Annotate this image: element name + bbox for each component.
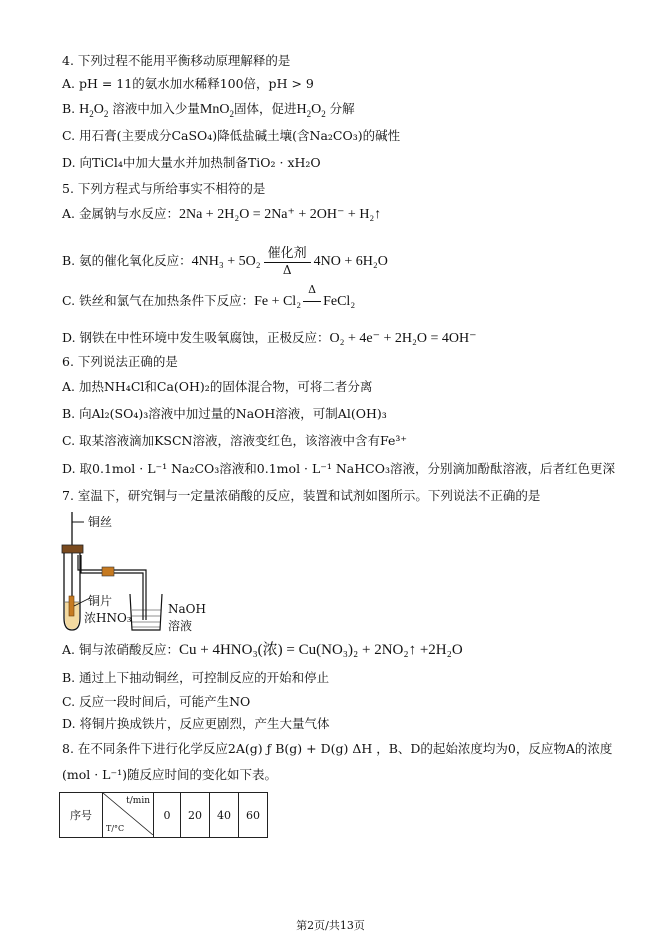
- label-acid: 浓HNO₃: [84, 611, 132, 625]
- time-20: 20: [181, 793, 210, 838]
- data-table: [59, 792, 268, 838]
- stopper: [62, 545, 83, 553]
- time-0: 0: [154, 793, 181, 838]
- rubber-joint: [102, 567, 114, 576]
- q7-stem: 7. 室温下，研究铜与一定量浓硝酸的反应，装置和试剂如图所示。下列说法不正确的是: [62, 488, 541, 503]
- q6-option-a: A. 加热NH₄Cl和Ca(OH)₂的固体混合物，可将二者分离: [62, 379, 373, 394]
- q5-option-c: C. 铁丝和氯气在加热条件下反应：Fe + Cl₂ Δ FeCl₂: [62, 283, 356, 309]
- q4-option-a: A. pH = 11的氨水加水稀释100倍，pH > 9: [62, 76, 314, 91]
- table-row: [60, 793, 268, 838]
- label-solution: 溶液: [168, 619, 193, 633]
- q4-option-b: B. $H_2O_2$ 溶液中加入少量MnO$_2$固体，促进$H_2O_2$ 分解: [62, 101, 355, 119]
- page-footer: 第2页/共13页: [296, 919, 365, 932]
- q6-option-d: D. 取0.1mol · L⁻¹ Na₂CO₃溶液和0.1mol · L⁻¹ NaHCO₃溶液，分别滴加酚酞溶液，后者红色更深: [62, 461, 615, 476]
- q7-option-b: B. 通过上下抽动铜丝，可控制反应的开始和停止: [62, 670, 330, 685]
- header-index: 序号: [60, 793, 103, 838]
- label-copper-sheet: 铜片: [88, 594, 113, 608]
- q6-stem: 6. 下列说法正确的是: [62, 354, 178, 369]
- q7-option-c: C. 反应一段时间后，可能产生NO: [62, 694, 251, 709]
- q5-option-a: A. 金属钠与水反应：2Na + 2H₂O = 2Na⁺ + 2OH⁻ + H₂↑: [62, 206, 382, 222]
- q4-stem: 4. 下列过程不能用平衡移动原理解释的是: [62, 53, 291, 68]
- copper-sheet: [69, 596, 74, 616]
- time-40: 40: [210, 793, 239, 838]
- header-time: t/min: [126, 796, 150, 806]
- heat-condition: Δ: [301, 293, 323, 309]
- q8-stem-cont: (mol · L⁻¹)随反应时间的变化如下表。: [62, 767, 277, 782]
- apparatus-figure: [58, 508, 218, 636]
- q4-option-c: C. 用石膏(主要成分CaSO₄)降低盐碱土壤(含Na₂CO₃)的碱性: [62, 128, 401, 143]
- catalyst-condition: $\frac{\text{催化剂}}{\Delta}$: [264, 246, 311, 277]
- q7-option-a: A. 铜与浓硝酸反应：Cu + 4HNO₃(浓) = Cu(NO₃)₂ + 2NO₂↑ +2H₂O: [62, 642, 463, 658]
- q7-option-d: D. 将铜片换成铁片，反应更剧烈，产生大量气体: [62, 716, 330, 731]
- q5-option-d: D. 钢铁在中性环境中发生吸氧腐蚀，正极反应：O₂ + 4e⁻ + 2H₂O = 4OH⁻: [62, 330, 477, 346]
- q6-option-c: C. 取某溶液滴加KSCN溶液，溶液变红色，该溶液中含有Fe³⁺: [62, 433, 407, 448]
- q8-stem: 8. 在不同条件下进行化学反应2A(g) ƒ B(g) + D(g) ΔH ，B、D的起始浓度均为0，反应物A的浓度: [62, 741, 613, 756]
- time-60: 60: [239, 793, 268, 838]
- label-naoh: NaOH: [168, 602, 206, 616]
- header-diagonal: [103, 793, 154, 838]
- q5-option-b: B. 氨的催化氧化反应：4NH₃ + 5O₂ $\frac{\text{催化剂}}{\Delta}$ 4NO + 6H₂O: [62, 246, 388, 277]
- label-copper-wire: 铜丝: [88, 515, 113, 529]
- header-temp: T/°C: [106, 824, 125, 833]
- q6-option-b: B. 向Al₂(SO₄)₃溶液中加过量的NaOH溶液，可制Al(OH)₃: [62, 406, 387, 421]
- q4-option-d: D. 向TiCl₄中加大量水并加热制备TiO₂ · xH₂O: [62, 155, 321, 170]
- q5-stem: 5. 下列方程式与所给事实不相符的是: [62, 181, 266, 196]
